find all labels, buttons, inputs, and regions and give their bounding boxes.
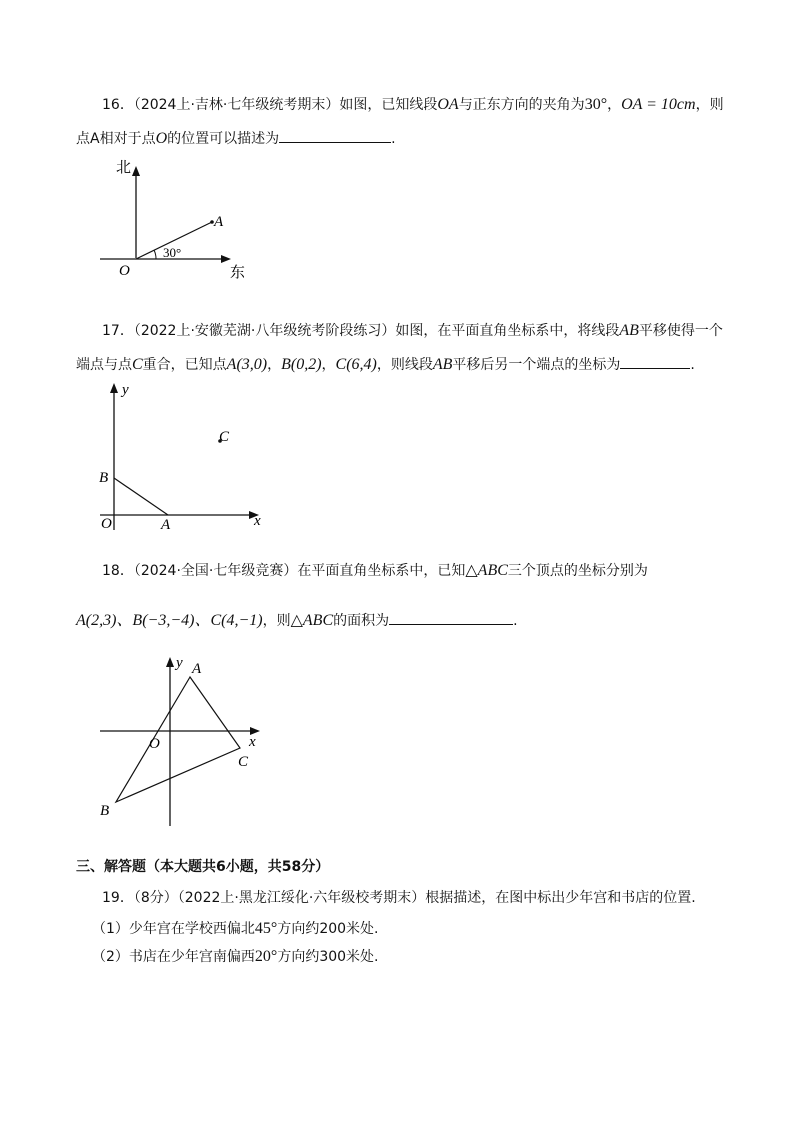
q18-text: .: [513, 613, 518, 629]
q16-var-o: O: [155, 130, 168, 147]
q16-text: 点A相对于点: [76, 131, 156, 147]
q19-item-2: [92, 948, 379, 966]
q17-number: 17．: [102, 323, 134, 339]
q17-text: ，则线段: [376, 357, 433, 373]
q19-item-1-number: （1）: [92, 921, 129, 937]
q16-var-oa: OA: [437, 96, 459, 113]
q18-triangle-2: △ABC: [290, 612, 334, 629]
q19-number: 19．: [102, 890, 134, 906]
q17-point-b: B(0,2): [281, 356, 322, 373]
q17-var-ab: AB: [619, 322, 639, 339]
q18-text: 在平面直角坐标系中，已知: [297, 563, 466, 579]
q16-label-a: A: [214, 214, 224, 230]
q17-label-o: O: [101, 516, 112, 532]
q17-var-ab2: AB: [432, 356, 453, 373]
q16-label-o: O: [119, 263, 130, 279]
q16-label-east: 东: [230, 265, 246, 281]
q16-text: ，: [607, 97, 622, 113]
q19-text: 书店在少年宫南偏西: [128, 949, 255, 965]
q18-triangle: △ABC: [465, 562, 508, 579]
q17-label-x: x: [254, 513, 261, 529]
q17-text: 平移后另一个端点的坐标为: [452, 357, 621, 373]
q17-text: 重合，已知点: [142, 357, 227, 373]
q17-text: .: [690, 357, 695, 373]
q16-text: .: [391, 131, 396, 147]
q17-label-a: A: [161, 517, 171, 533]
q19-angle-45: 45°: [254, 920, 278, 937]
q18-triangle-abc: [116, 677, 240, 802]
q16-text: 如图，已知线段: [339, 97, 438, 113]
q17-point-a: A(3,0): [226, 356, 268, 373]
q19-text: 方向约300米处.: [277, 949, 379, 965]
q17-source: （2022上·安徽芜湖·八年级统考阶段练习）: [133, 323, 396, 339]
q19-text: 少年宫在学校西偏北: [128, 921, 255, 937]
q18-label-a: A: [192, 661, 202, 677]
q19-item-1: [92, 920, 379, 938]
q16-length-eq: OA = 10cm: [621, 96, 696, 113]
q18-number: 18．: [102, 563, 134, 579]
q18-label-c: C: [238, 754, 249, 770]
q16-number: 16．: [102, 97, 134, 113]
q19-text: 根据描述，在图中标出少年宫和书店的位置.: [425, 890, 696, 906]
q16-source: （2024上·吉林·七年级统考期末）: [133, 97, 340, 113]
q16-label-north: 北: [116, 160, 132, 176]
q17-text: ，: [267, 357, 282, 373]
q18-y-arrow: [166, 657, 174, 667]
q17-text: 如图，在平面直角坐标系中，将线段: [395, 323, 620, 339]
q19-item-2-number: （2）: [92, 949, 129, 965]
q18-source: （2024·全国·七年级竞赛）: [133, 563, 298, 579]
q19-line-1: [102, 889, 696, 907]
q16-text: 的位置可以描述为: [167, 131, 280, 147]
q18-text: 三个顶点的坐标分别为: [507, 563, 648, 579]
section-3-title: 三、解答题（本大题共6小题，共58分）: [76, 859, 330, 875]
q16-text: ，则: [695, 97, 724, 113]
q17-text: 端点与点: [76, 357, 132, 373]
q17-text: 平移使得一个: [638, 323, 723, 339]
q16-angle: 30°: [584, 96, 608, 113]
q19-angle-20: 20°: [254, 948, 278, 965]
q18-label-o: O: [149, 736, 160, 752]
q19-source: （2022上·黑龙江绥化·六年级校考期末）: [177, 890, 426, 906]
q18-coordinates: A(2,3)、B(−3,−4)、C(4,−1): [76, 612, 263, 629]
q16-text: 与正东方向的夹角为: [458, 97, 585, 113]
q18-label-b: B: [100, 803, 110, 819]
q18-text: ，则: [262, 613, 291, 629]
q17-label-b: B: [99, 470, 109, 486]
q19-text: 方向约200米处.: [277, 921, 379, 937]
q18-label-y: y: [176, 655, 183, 671]
q17-point-c: C(6,4): [335, 356, 377, 373]
q16-label-angle: 30°: [163, 245, 182, 260]
q19-score: （8分）: [133, 890, 178, 906]
q17-text: ，: [321, 357, 336, 373]
q18-text: 的面积为: [333, 613, 390, 629]
q17-label-y: y: [122, 382, 129, 398]
q18-label-x: x: [249, 734, 256, 750]
q17-label-c: C: [219, 429, 230, 445]
q17-var-c: C: [132, 356, 143, 373]
